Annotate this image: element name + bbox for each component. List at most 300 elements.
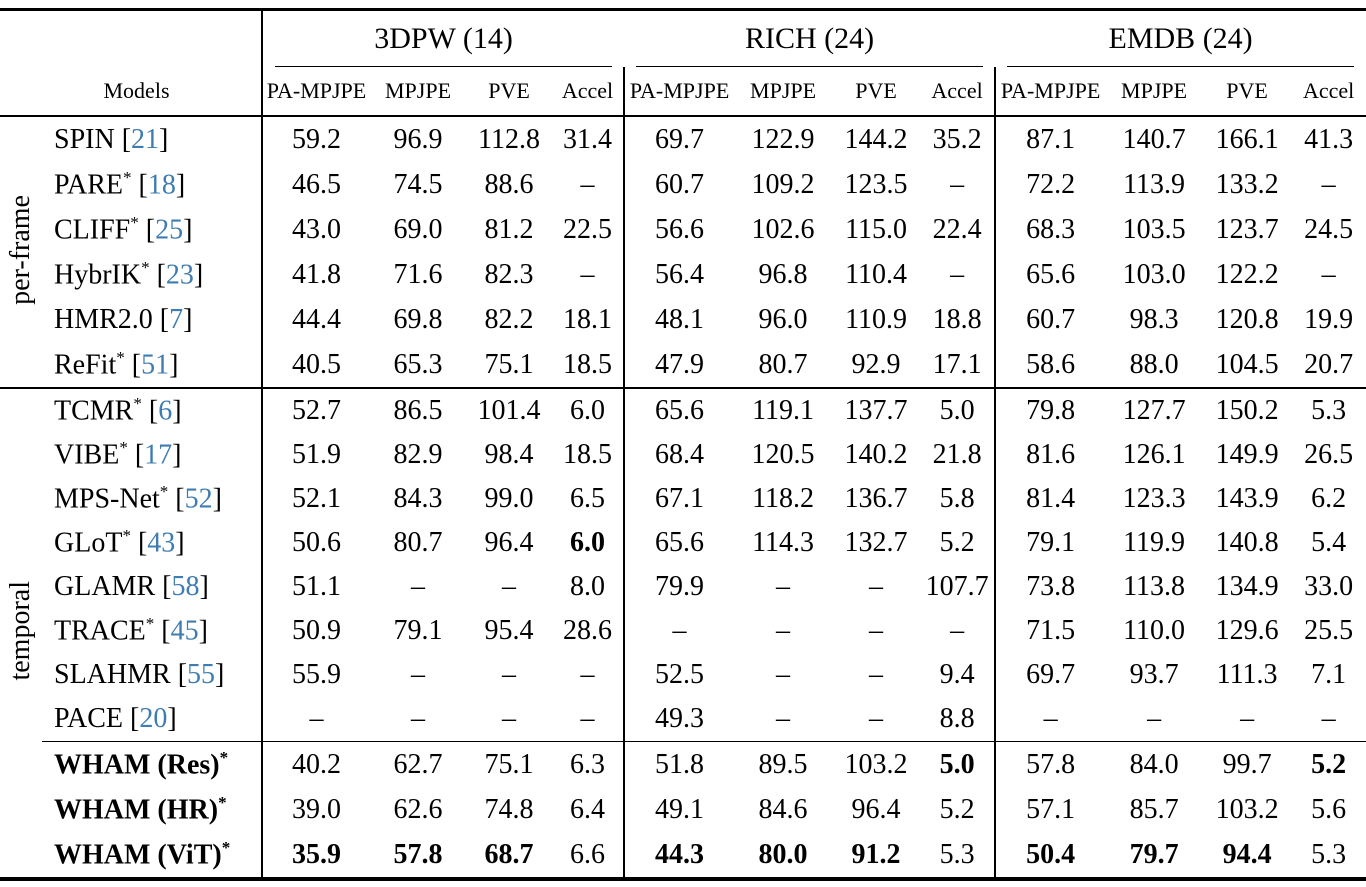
table-row (0, 697, 1366, 742)
metric-cell: – (411, 659, 425, 690)
metric-cell: 99.7 (1203, 742, 1291, 788)
asterisk-marker: * (219, 747, 229, 767)
model-name: PACE (54, 703, 124, 734)
metric-cell: 79.1 (995, 521, 1105, 565)
section-label-temporal (0, 388, 42, 879)
metric-cell: – (580, 258, 595, 290)
dataset-group-title-text: EMDB (24) (1108, 21, 1253, 55)
metric-cell: 96.9 (393, 123, 443, 155)
citation-bracket-close: ] (169, 349, 179, 381)
metric-cell: 60.7 (995, 297, 1105, 342)
asterisk-marker: * (133, 394, 142, 414)
model-name: CLIFF (54, 214, 131, 246)
citation-bracket-open: [ (137, 527, 148, 559)
citation-bracket-open: [ (134, 439, 145, 471)
citation-bracket-close: ] (172, 439, 182, 471)
metric-cell: 60.7 (624, 162, 734, 207)
metric-cell: 5.2 (1291, 742, 1366, 788)
dataset-group-title-text: 3DPW (14) (374, 21, 513, 55)
metric-cell: 5.2 (939, 527, 975, 558)
citation-bracket-open: [ (130, 703, 140, 734)
metric-cell: 123.3 (1122, 483, 1186, 514)
metric-cell: 69.8 (393, 303, 443, 335)
metric-cell: 22.5 (563, 213, 613, 245)
metric-cell: 137.7 (832, 388, 920, 433)
metric-cell: 48.1 (624, 297, 734, 342)
metric-cell: 51.9 (262, 433, 370, 477)
metric-cell: 50.6 (262, 521, 370, 565)
metric-cell: 80.0 (758, 838, 808, 870)
asterisk-marker: * (119, 438, 128, 458)
citation-link[interactable]: 6 (158, 395, 173, 427)
group-title-wrap (995, 11, 1366, 67)
metric-cell: 110.4 (845, 258, 908, 290)
metric-cell: 49.3 (624, 697, 734, 742)
model-cell (42, 742, 262, 788)
metric-cell: 7.1 (1311, 659, 1347, 690)
metric-cell: 51.8 (624, 742, 734, 788)
metric-cell: – (869, 615, 884, 646)
metric-cell: – (950, 615, 965, 646)
metric-cell: 65.3 (393, 348, 443, 380)
model-cell (42, 342, 262, 388)
model-cell (42, 653, 262, 697)
metric-cell: – (869, 659, 884, 690)
metric-cell: 68.3 (995, 207, 1105, 252)
asterisk-marker: * (141, 257, 150, 277)
table-header (0, 10, 1366, 117)
metric-cell: 82.9 (393, 439, 443, 470)
metric-cell: 81.6 (995, 433, 1105, 477)
table-row (0, 297, 1366, 342)
metric-cell: 43.0 (262, 207, 370, 252)
model-cell (42, 609, 262, 653)
metric-cell: 109.2 (751, 168, 815, 200)
metric-column-header: Accel (552, 67, 624, 116)
metric-cell: 96.0 (758, 303, 808, 335)
citation-bracket-close: ] (193, 259, 204, 291)
table-row (0, 342, 1366, 388)
metric-cell: 5.3 (1311, 838, 1347, 870)
metric-cell: 150.2 (1203, 388, 1291, 433)
model-name: MPS-Net (54, 483, 160, 515)
metric-cell: 82.2 (484, 303, 534, 335)
metric-cell: 127.7 (1105, 388, 1203, 433)
metric-cell: 5.0 (920, 742, 995, 788)
metric-cell: 39.0 (262, 787, 370, 832)
metric-cell: 81.2 (484, 213, 534, 245)
citation-bracket-open: [ (138, 169, 148, 201)
model-name: HMR2.0 (54, 303, 153, 335)
metric-cell: – (411, 571, 425, 602)
citation-bracket-close: ] (167, 703, 177, 734)
metric-cell: 98.4 (484, 439, 534, 470)
citation-bracket-close: ] (215, 659, 225, 690)
results-table (0, 8, 1366, 881)
metric-cell: 40.5 (262, 342, 370, 388)
metric-cell: 55.9 (262, 653, 370, 697)
citation-link[interactable]: 17 (144, 439, 173, 471)
group-title-wrap (624, 11, 995, 67)
metric-cell: – (869, 571, 884, 602)
metric-cell: 93.7 (1129, 659, 1179, 690)
metric-cell: 18.5 (563, 348, 613, 380)
metric-cell: 89.5 (734, 742, 832, 788)
metric-cell: 118.2 (752, 483, 815, 514)
metric-cell: 136.7 (844, 483, 908, 514)
citation-bracket-close: ] (198, 615, 208, 647)
metric-column-header: PA-MPJPE (995, 67, 1105, 116)
model-cell (42, 832, 262, 879)
citation-link[interactable]: 21 (131, 123, 160, 155)
group-title-wrap (263, 11, 624, 67)
citation-link[interactable]: 55 (187, 659, 216, 690)
model-cell (42, 207, 262, 252)
metric-cell: 8.0 (570, 571, 606, 602)
model-name: WHAM (HR) (54, 794, 219, 826)
model-name: HybrIK (54, 259, 142, 291)
table-row (0, 787, 1366, 832)
metric-cell: 140.7 (1122, 123, 1186, 155)
metric-cell: 119.1 (734, 388, 832, 433)
metric-cell: 6.4 (570, 793, 606, 825)
citation-bracket-open: [ (177, 659, 188, 690)
metric-cell: 140.8 (1215, 527, 1279, 558)
metric-cell: 86.5 (370, 388, 466, 433)
model-name: TRACE (54, 615, 146, 647)
model-cell (42, 477, 262, 521)
metric-cell: 65.6 (624, 388, 734, 433)
metric-cell: – (776, 615, 791, 646)
metric-cell: 103.0 (1122, 258, 1186, 290)
metric-cell: 26.5 (1304, 439, 1354, 470)
metric-cell: 50.4 (995, 832, 1105, 879)
asterisk-marker: * (221, 837, 231, 857)
metric-cell: 5.3 (939, 838, 975, 870)
metric-cell: 115.0 (845, 213, 908, 245)
metric-column-header: Accel (1291, 67, 1366, 116)
metric-cell: 79.8 (995, 388, 1105, 433)
metric-cell: 102.6 (751, 213, 815, 245)
metric-cell: 19.9 (1304, 303, 1354, 335)
metric-cell: 18.8 (932, 303, 982, 335)
model-cell (42, 433, 262, 477)
model-name: WHAM (ViT) (54, 839, 222, 871)
metric-cell: 71.5 (995, 609, 1105, 653)
metric-cell: – (950, 168, 965, 200)
metric-cell: 25.5 (1304, 615, 1354, 646)
asterisk-marker: * (123, 167, 132, 187)
metric-cell: – (502, 703, 516, 734)
metric-cell: 41.8 (262, 252, 370, 297)
table-row (0, 477, 1366, 521)
metric-cell: 98.3 (1129, 303, 1179, 335)
metric-cell: 126.1 (1122, 439, 1186, 470)
model-name: VIBE (54, 439, 120, 471)
asterisk-marker: * (116, 347, 125, 367)
model-name: GLoT (54, 527, 123, 559)
metric-cell: 75.1 (466, 742, 552, 788)
metric-cell: 92.9 (851, 348, 901, 380)
table-row (0, 388, 1366, 433)
metric-cell: – (776, 659, 791, 690)
metric-cell: 79.1 (393, 615, 443, 646)
metric-cell: 140.2 (844, 439, 908, 470)
metric-cell: 134.9 (1215, 571, 1279, 602)
model-cell (42, 388, 262, 433)
metric-cell: 58.6 (995, 342, 1105, 388)
metric-cell: 88.6 (484, 168, 534, 200)
citation-bracket-open: [ (162, 571, 172, 602)
table-row (0, 207, 1366, 252)
metric-cell: 57.8 (995, 742, 1105, 788)
citation-bracket-open: [ (161, 615, 171, 647)
metric-cell: 84.6 (758, 793, 808, 825)
table-row (0, 653, 1366, 697)
metric-cell: 111.3 (1216, 659, 1278, 690)
metric-cell: – (950, 258, 965, 290)
metric-cell: – (580, 659, 595, 690)
group-underline (636, 66, 983, 67)
metric-cell: – (1321, 703, 1336, 734)
metric-cell: 84.3 (393, 483, 443, 514)
metric-cell: 56.6 (624, 207, 734, 252)
metric-column-header: Accel (920, 67, 995, 116)
metric-cell: 52.5 (624, 653, 734, 697)
metric-column-header: MPJPE (370, 67, 466, 116)
citation-bracket-close: ] (212, 483, 222, 515)
citation-link[interactable]: 18 (147, 169, 176, 201)
header-group-row (0, 10, 1366, 68)
metric-cell: 6.3 (552, 742, 624, 788)
metric-cell: 91.2 (851, 838, 901, 870)
metric-cell: 62.6 (393, 793, 443, 825)
metric-cell: 72.2 (995, 162, 1105, 207)
model-cell (42, 565, 262, 609)
metric-cell: 74.8 (484, 793, 534, 825)
metric-cell: 120.5 (751, 439, 815, 470)
metric-cell: 75.1 (484, 348, 534, 380)
metric-cell: 9.4 (939, 659, 975, 690)
metric-cell: 87.1 (995, 116, 1105, 162)
metric-cell: 59.2 (262, 116, 370, 162)
metric-cell: – (502, 571, 516, 602)
citation-link[interactable]: 51 (141, 349, 170, 381)
citation-link[interactable]: 20 (139, 703, 168, 734)
dataset-group-title (624, 10, 995, 68)
metric-cell: 101.4 (466, 388, 552, 433)
asterisk-marker: * (130, 212, 139, 232)
metric-cell: 28.6 (563, 615, 613, 646)
metric-cell: 44.4 (262, 297, 370, 342)
metric-cell: 51.1 (262, 565, 370, 609)
metric-cell: 5.6 (1311, 793, 1347, 825)
metric-cell: 99.0 (484, 483, 534, 514)
metric-column-header: PVE (466, 67, 552, 116)
metric-cell: 82.3 (484, 258, 534, 290)
metric-cell: 35.2 (932, 123, 982, 155)
model-cell (42, 252, 262, 297)
asterisk-marker: * (145, 614, 155, 634)
asterisk-marker: * (159, 482, 169, 502)
metric-cell: 81.4 (995, 477, 1105, 521)
metric-cell: 107.7 (925, 571, 989, 602)
model-name: SLAHMR (54, 659, 171, 690)
section-label-per-frame (0, 116, 42, 388)
metric-cell: 18.1 (563, 303, 613, 335)
models-column-header: Models (0, 67, 262, 116)
metric-cell: 73.8 (995, 565, 1105, 609)
citation-bracket-open: [ (175, 483, 185, 515)
citation-bracket-open: [ (131, 349, 142, 381)
metric-cell: 57.1 (995, 787, 1105, 832)
metric-cell: 103.5 (1122, 213, 1186, 245)
metric-cell: – (1240, 703, 1255, 734)
model-name: TCMR (54, 395, 134, 427)
metric-column-header: PVE (832, 67, 920, 116)
metric-cell: 6.0 (552, 388, 624, 433)
table-body (0, 116, 1366, 879)
metric-cell: 5.2 (939, 793, 975, 825)
metric-cell: 113.8 (1123, 571, 1186, 602)
asterisk-marker: * (122, 526, 131, 546)
metric-cell: 6.6 (570, 838, 606, 870)
citation-bracket-close: ] (175, 527, 185, 559)
metric-cell: 17.1 (932, 348, 982, 380)
model-cell (42, 787, 262, 832)
metric-cell: 65.6 (995, 252, 1105, 297)
metric-cell: 21.8 (932, 439, 982, 470)
metric-cell: 96.4 (484, 527, 534, 558)
metric-cell: 84.0 (1105, 742, 1203, 788)
metric-cell: – (262, 697, 370, 742)
citation-link[interactable]: 58 (171, 571, 200, 602)
group-underline (1007, 66, 1354, 67)
metric-cell: 144.2 (844, 123, 908, 155)
citation-bracket-close: ] (159, 123, 169, 155)
metric-cell: 5.3 (1291, 388, 1366, 433)
table-row (0, 521, 1366, 565)
metric-cell: – (580, 703, 595, 734)
metric-cell: 5.0 (920, 388, 995, 433)
metric-cell: 123.7 (1215, 213, 1279, 245)
metric-cell: 112.8 (478, 123, 540, 155)
model-name: GLAMR (54, 571, 156, 602)
citation-bracket-close: ] (183, 303, 193, 335)
citation-bracket-close: ] (175, 169, 186, 201)
table-row (0, 565, 1366, 609)
metric-cell: 120.8 (1215, 303, 1279, 335)
table-row (0, 433, 1366, 477)
metric-cell: 68.7 (484, 838, 534, 870)
section-label-text: per-frame (5, 194, 36, 305)
model-name: PARE (54, 169, 124, 201)
model-cell (42, 697, 262, 742)
metric-cell: 5.8 (939, 483, 975, 514)
metric-cell: 103.2 (1215, 793, 1279, 825)
metric-cell: – (1147, 703, 1162, 734)
metric-cell: 46.5 (262, 162, 370, 207)
dataset-group-title (995, 10, 1366, 68)
citation-bracket-open: [ (121, 123, 132, 155)
metric-cell: 94.4 (1222, 838, 1272, 870)
metric-cell: 18.5 (563, 439, 613, 470)
metric-column-header: PVE (1203, 67, 1291, 116)
citation-link[interactable]: 25 (155, 214, 184, 246)
metric-cell: 79.7 (1129, 838, 1179, 870)
metric-cell: – (995, 697, 1105, 742)
metric-cell: 6.0 (570, 527, 606, 558)
metric-cell: 35.9 (262, 832, 370, 879)
section-label-text: temporal (5, 580, 36, 681)
metric-cell: – (502, 659, 516, 690)
metric-cell: 80.7 (758, 348, 808, 380)
header-columns-row (0, 67, 1366, 116)
metric-cell: 110.9 (845, 303, 908, 335)
metric-cell: 132.7 (844, 527, 908, 558)
model-name: WHAM (Res) (54, 749, 220, 781)
metric-cell: 80.7 (393, 527, 443, 558)
corner-cell (0, 10, 262, 68)
table-row (0, 609, 1366, 653)
table-row (0, 162, 1366, 207)
citation-link[interactable]: 45 (170, 615, 199, 647)
metric-cell: 69.7 (624, 116, 734, 162)
metric-cell: 85.7 (1129, 793, 1179, 825)
metric-cell: – (1321, 168, 1336, 200)
metric-cell: – (1321, 258, 1336, 290)
metric-column-header: MPJPE (1105, 67, 1203, 116)
metric-cell: 47.9 (624, 342, 734, 388)
metric-cell: – (411, 703, 425, 734)
metric-cell: – (776, 571, 791, 602)
table-row (0, 742, 1366, 788)
citation-link[interactable]: 7 (169, 303, 184, 335)
metric-cell: – (869, 703, 884, 734)
table-row (0, 832, 1366, 879)
metric-cell: 24.5 (1304, 213, 1354, 245)
group-underline (275, 66, 612, 67)
metric-cell: 68.4 (624, 433, 734, 477)
citation-link[interactable]: 43 (147, 527, 176, 559)
metric-cell: 123.5 (844, 168, 908, 200)
metric-cell: 104.5 (1215, 348, 1279, 380)
metric-cell: 6.5 (570, 483, 606, 514)
metric-cell: 41.3 (1304, 123, 1354, 155)
model-name: SPIN (54, 123, 115, 155)
dataset-group-title (262, 10, 624, 68)
metric-cell: 110.0 (1123, 615, 1186, 646)
table-row (0, 252, 1366, 297)
metric-cell: – (580, 168, 595, 200)
citation-bracket-close: ] (183, 214, 193, 246)
metric-cell: 96.8 (758, 258, 808, 290)
metric-cell: 79.9 (624, 565, 734, 609)
metric-cell: 49.1 (624, 787, 734, 832)
citation-bracket-open: [ (145, 214, 156, 246)
metric-cell: 6.2 (1311, 483, 1347, 514)
metric-cell: 88.0 (1129, 348, 1179, 380)
dataset-group-title-text: RICH (24) (744, 21, 875, 55)
citation-bracket-open: [ (148, 395, 159, 427)
metric-cell: 122.9 (751, 123, 815, 155)
metric-cell: 33.0 (1304, 571, 1354, 602)
citation-link[interactable]: 23 (165, 259, 194, 291)
citation-bracket-close: ] (172, 395, 182, 427)
metric-cell: 129.6 (1215, 615, 1279, 646)
metric-cell: 67.1 (624, 477, 734, 521)
citation-link[interactable]: 52 (184, 483, 213, 515)
